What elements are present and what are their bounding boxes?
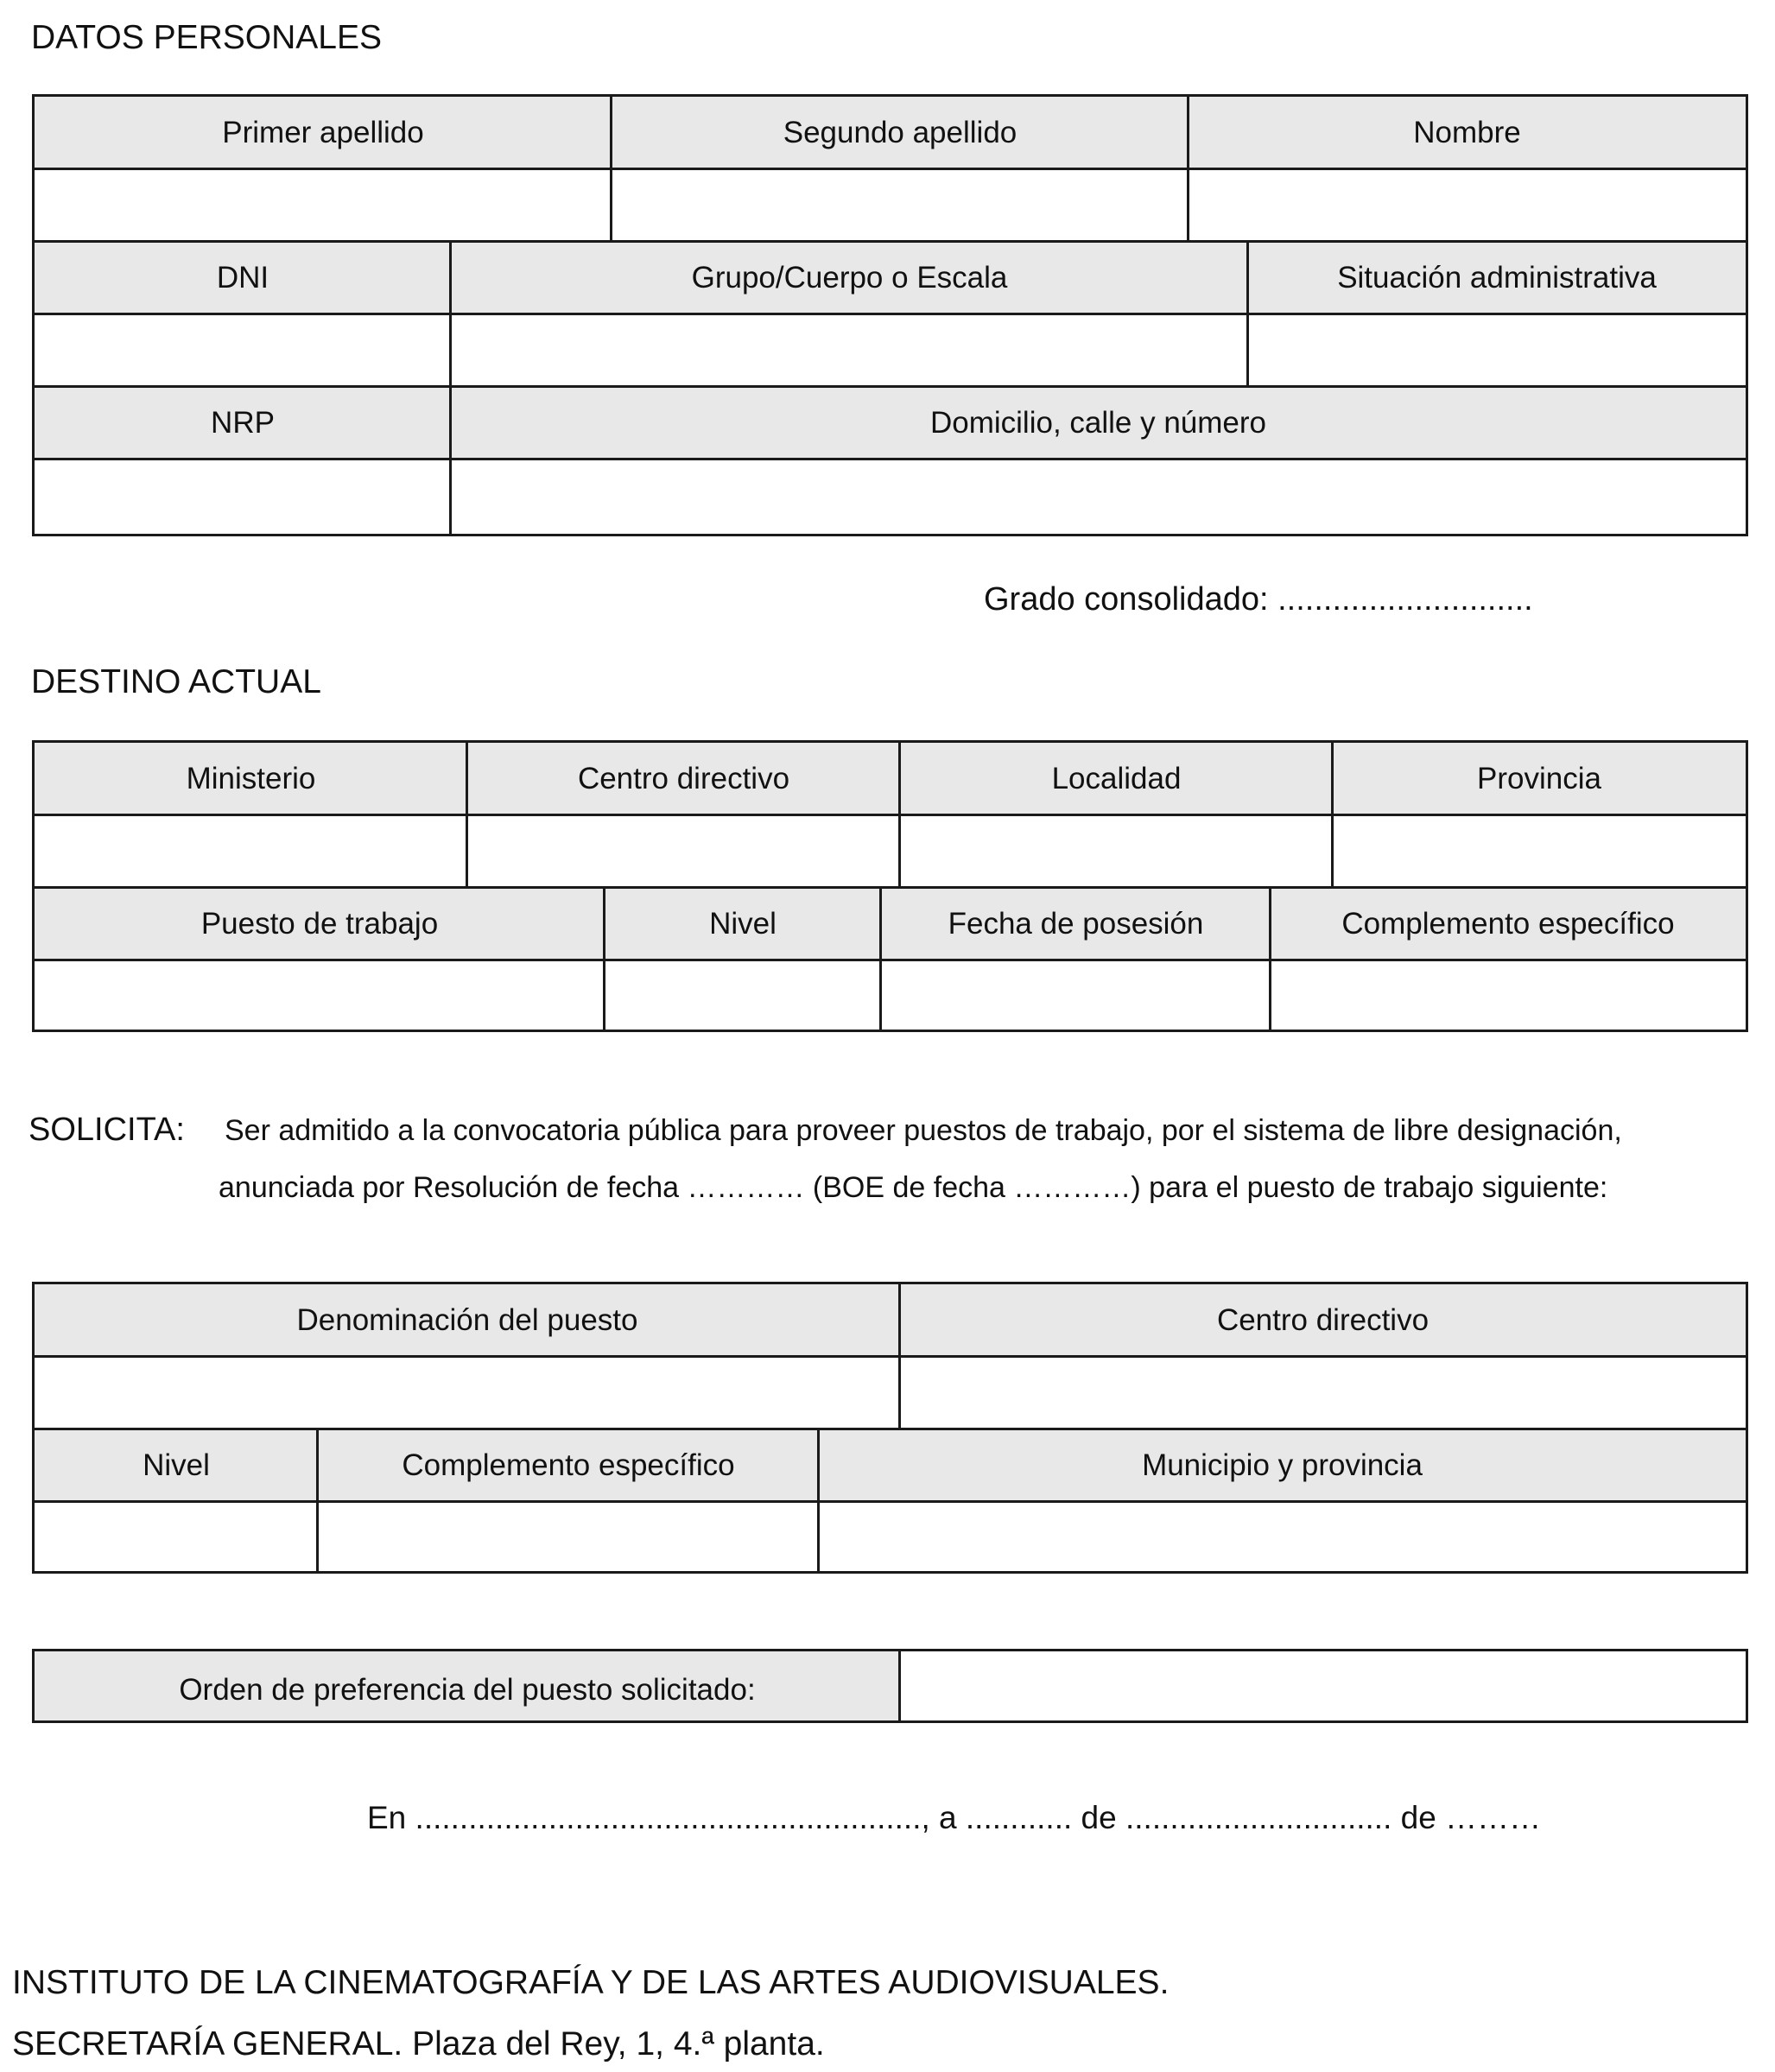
field-segundo-apellido[interactable] bbox=[612, 169, 1189, 242]
field-denominacion-del-puesto[interactable] bbox=[35, 1357, 900, 1429]
divider bbox=[1187, 97, 1189, 242]
header-municipio-y-provincia: Municipio y provincia bbox=[819, 1429, 1746, 1502]
field-centro-directivo-solicitado[interactable] bbox=[900, 1357, 1746, 1429]
field-dni[interactable] bbox=[35, 314, 451, 387]
field-puesto-de-trabajo[interactable] bbox=[35, 960, 605, 1030]
divider bbox=[35, 313, 1746, 315]
header-centro-directivo-solicitado: Centro directivo bbox=[900, 1284, 1746, 1357]
header-complemento-especifico-solicitado: Complemento específico bbox=[318, 1429, 819, 1502]
header-dni: DNI bbox=[35, 242, 451, 314]
label-orden-de-preferencia: Orden de preferencia del puesto solicitado: bbox=[35, 1651, 900, 1720]
field-grupo-cuerpo-escala[interactable] bbox=[451, 314, 1248, 387]
divider bbox=[35, 1428, 1746, 1430]
field-nrp[interactable] bbox=[35, 459, 451, 534]
divider bbox=[35, 240, 1746, 243]
datos-personales-table bbox=[32, 94, 1748, 536]
header-primer-apellido: Primer apellido bbox=[35, 97, 612, 169]
header-grupo-cuerpo-escala: Grupo/Cuerpo o Escala bbox=[451, 242, 1248, 314]
field-municipio-y-provincia[interactable] bbox=[819, 1502, 1746, 1571]
field-ministerio[interactable] bbox=[35, 815, 467, 888]
divider bbox=[449, 242, 452, 534]
solicita-label: SOLICITA: bbox=[29, 1112, 185, 1148]
header-nivel: Nivel bbox=[605, 888, 881, 960]
divider bbox=[1246, 242, 1249, 387]
header-segundo-apellido: Segundo apellido bbox=[612, 97, 1189, 169]
section-title-destino-actual: DESTINO ACTUAL bbox=[31, 663, 321, 700]
field-provincia[interactable] bbox=[1333, 815, 1746, 888]
divider bbox=[316, 1429, 319, 1571]
preferencia-table bbox=[32, 1649, 1748, 1723]
divider bbox=[466, 743, 468, 888]
divider bbox=[898, 1284, 901, 1429]
divider bbox=[35, 959, 1746, 961]
divider bbox=[35, 458, 1746, 460]
header-denominacion-del-puesto: Denominación del puesto bbox=[35, 1284, 900, 1357]
section-title-datos-personales: DATOS PERSONALES bbox=[31, 19, 383, 56]
header-domicilio: Domicilio, calle y número bbox=[451, 387, 1746, 459]
lugar-y-fecha-line[interactable]: En ........................................................., a ............ de .............................. de ……… bbox=[367, 1800, 1542, 1835]
header-localidad: Localidad bbox=[900, 743, 1333, 815]
field-fecha-de-posesion[interactable] bbox=[881, 960, 1271, 1030]
puesto-solicitado-table bbox=[32, 1282, 1748, 1574]
header-ministerio: Ministerio bbox=[35, 743, 467, 815]
divider bbox=[1269, 888, 1271, 1030]
divider bbox=[898, 743, 901, 888]
field-localidad[interactable] bbox=[900, 815, 1333, 888]
field-centro-directivo[interactable] bbox=[467, 815, 900, 888]
field-complemento-especifico-solicitado[interactable] bbox=[318, 1502, 819, 1571]
footer-address: SECRETARÍA GENERAL. Plaza del Rey, 1, 4.ª planta. bbox=[12, 2025, 825, 2062]
header-provincia: Provincia bbox=[1333, 743, 1746, 815]
footer-institution: INSTITUTO DE LA CINEMATOGRAFÍA Y DE LAS ARTES AUDIOVISUALES. bbox=[12, 1964, 1170, 2001]
header-nrp: NRP bbox=[35, 387, 451, 459]
divider bbox=[35, 814, 1746, 816]
divider bbox=[603, 888, 605, 1030]
header-centro-directivo: Centro directivo bbox=[467, 743, 900, 815]
divider bbox=[879, 888, 882, 1030]
header-nivel-solicitado: Nivel bbox=[35, 1429, 318, 1502]
solicita-line-2: anunciada por Resolución de fecha ………… (BOE de fecha …………) para el puesto de trabajo siguiente: bbox=[219, 1171, 1608, 1204]
field-situacion-administrativa[interactable] bbox=[1248, 314, 1746, 387]
field-complemento-especifico[interactable] bbox=[1271, 960, 1746, 1030]
field-primer-apellido[interactable] bbox=[35, 169, 612, 242]
destino-actual-table bbox=[32, 740, 1748, 1032]
divider bbox=[898, 1651, 901, 1720]
divider bbox=[610, 97, 612, 242]
header-situacion-administrativa: Situación administrativa bbox=[1248, 242, 1746, 314]
divider bbox=[35, 385, 1746, 388]
header-fecha-de-posesion: Fecha de posesión bbox=[881, 888, 1271, 960]
divider bbox=[35, 168, 1746, 170]
divider bbox=[35, 1355, 1746, 1358]
solicita-line-1: Ser admitido a la convocatoria pública para proveer puestos de trabajo, por el sistema de libre designación, bbox=[225, 1114, 1622, 1147]
field-nivel-solicitado[interactable] bbox=[35, 1502, 318, 1571]
divider bbox=[817, 1429, 820, 1571]
divider bbox=[1331, 743, 1334, 888]
header-puesto-de-trabajo: Puesto de trabajo bbox=[35, 888, 605, 960]
header-complemento-especifico: Complemento específico bbox=[1271, 888, 1746, 960]
divider bbox=[35, 1500, 1746, 1503]
field-domicilio[interactable] bbox=[451, 459, 1746, 534]
field-nivel[interactable] bbox=[605, 960, 881, 1030]
divider bbox=[35, 886, 1746, 889]
field-nombre[interactable] bbox=[1189, 169, 1746, 242]
field-orden-de-preferencia[interactable] bbox=[900, 1651, 1746, 1720]
grado-consolidado[interactable]: Grado consolidado: ............................ bbox=[984, 581, 1533, 618]
header-nombre: Nombre bbox=[1189, 97, 1746, 169]
